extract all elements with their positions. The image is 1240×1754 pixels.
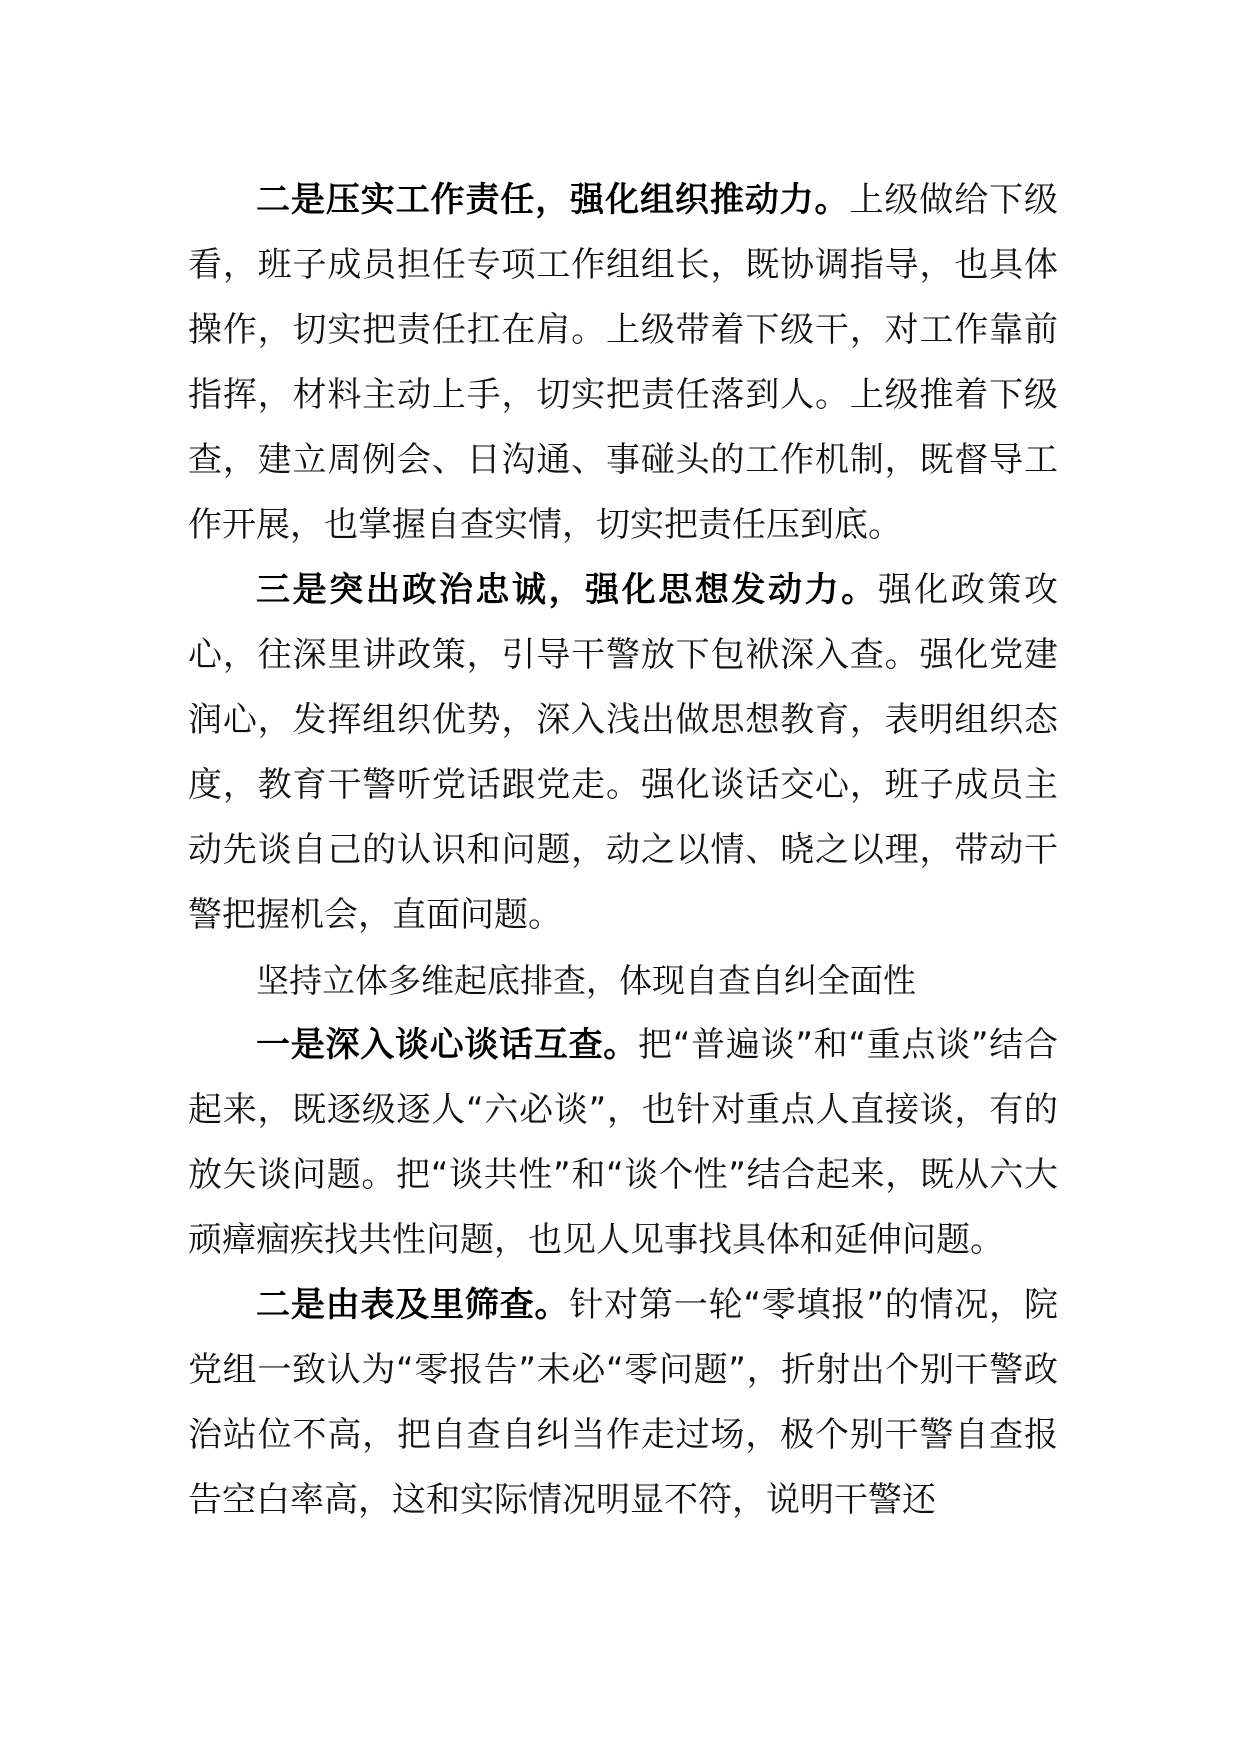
paragraph-responsibility <box>188 168 1058 558</box>
document-body <box>188 168 1058 1533</box>
paragraph-lead: 一是深入谈心谈话互查。 <box>256 1025 639 1065</box>
paragraph-lead: 二是压实工作责任，强化组织推动力。 <box>256 180 850 220</box>
paragraph-heart-to-heart-talks <box>188 1013 1058 1273</box>
paragraph-text: 强化政策攻心，往深里讲政策，引导干警放下包袱深入查。强化党建润心，发挥组织优势，深入浅出做思想教育，表明组织态度，教育干警听党话跟党走。强化谈话交心，班子成员主动先谈自己的认识和问题，动之以情、晓之以理，带动干警把握机会，直面问题。 <box>188 570 1059 935</box>
paragraph-lead: 三是突出政治忠诚，强化思想发动力。 <box>256 570 878 610</box>
paragraph-text: 把“普遍谈”和“重点谈”结合起来，既逐级逐人“六必谈”，也针对重点人直接谈，有的放矢谈问题。把“谈共性”和“谈个性”结合起来，既从六大顽瘴痼疾找共性问题，也见人见事找具体和延伸问题。 <box>188 1025 1058 1260</box>
paragraph-political-loyalty <box>188 558 1058 948</box>
paragraph-lead: 二是由表及里筛查。 <box>256 1285 570 1325</box>
paragraph-text: 针对第一轮“零填报”的情况，院党组一致认为“零报告”未必“零问题”，折射出个别干警政治站位不高，把自查自纠当作走过场，极个别干警自查报告空白率高，这和实际情况明显不符，说明干警还 <box>188 1285 1058 1520</box>
paragraph-screening <box>188 1273 1058 1533</box>
section-heading: 坚持立体多维起底排查，体现自查自纠全面性 <box>256 961 916 1000</box>
paragraph-text: 上级做给下级看，班子成员担任专项工作组组长，既协调指导，也具体操作，切实把责任扛在肩。上级带着下级干，对工作靠前指挥，材料主动上手，切实把责任落到人。上级推着下级查，建立周例会、日沟通、事碰头的工作机制，既督导工作开展，也掌握自查实情，切实把责任压到底。 <box>188 180 1059 545</box>
